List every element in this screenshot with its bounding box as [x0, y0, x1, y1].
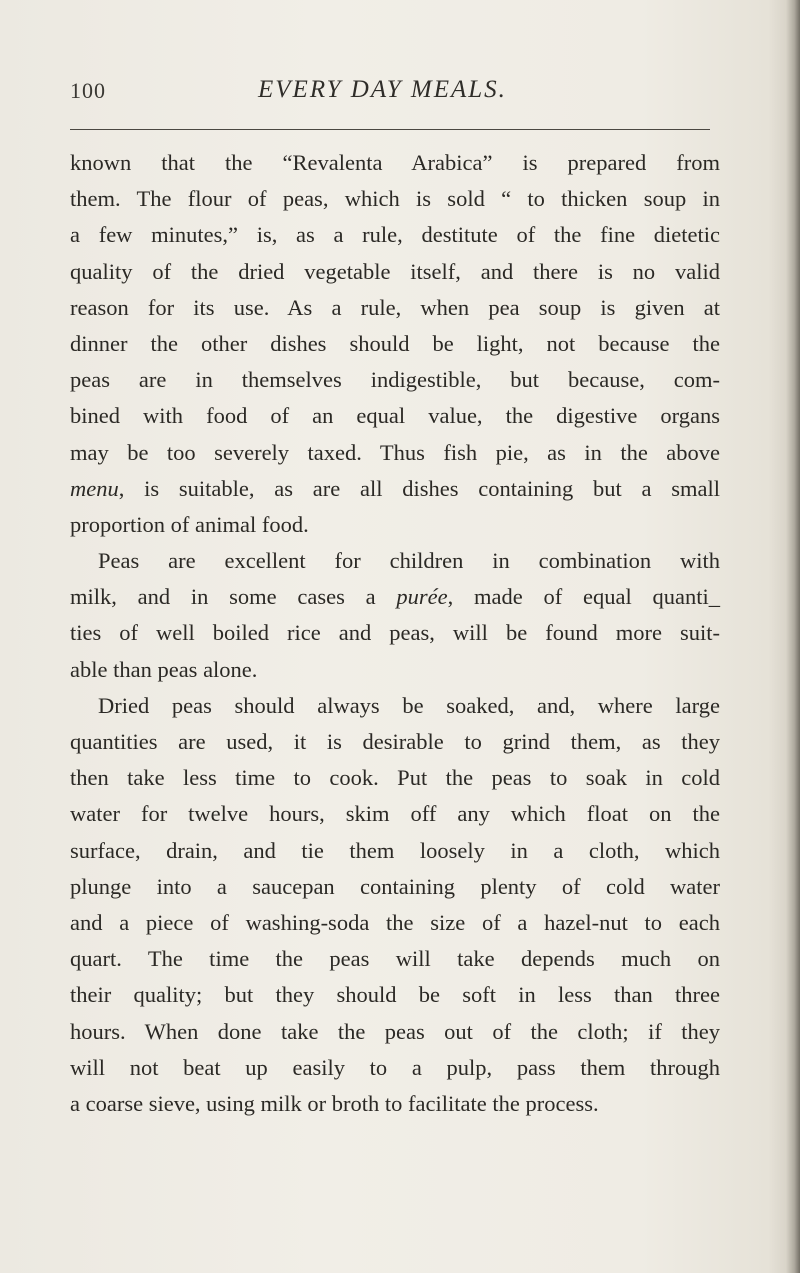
text-line: reason for its use. As a rule, when pea soup is given at — [70, 294, 720, 320]
page-edge-shadow — [786, 0, 800, 1273]
text-line: and a piece of washing-soda the size of a hazel-nut to each — [70, 909, 720, 935]
header-rule — [70, 129, 710, 130]
text-line — [70, 471, 720, 507]
text-line: then take less time to cook. Put the peas to soak in cold — [70, 765, 720, 791]
text-line: dinner the other dishes should be light, not because the — [70, 330, 720, 356]
text-line: surface, drain, and tie them loosely in a cloth, which — [70, 837, 720, 863]
text-line: quality of the dried vegetable itself, and there is no valid — [70, 258, 720, 284]
text-line: proportion of animal food. — [70, 511, 309, 537]
text-line: bined with food of an equal value, the digestive organs — [70, 403, 720, 429]
text-line: a few minutes,” is, as a rule, destitute of the fine dietetic — [70, 222, 720, 248]
italic-word: menu — [70, 475, 119, 501]
running-title: EVERY DAY MEALS. — [258, 76, 507, 103]
body-text — [70, 145, 720, 1122]
text-line — [70, 579, 720, 615]
text-line: Peas are excellent for children in combination with — [98, 548, 720, 574]
text-line: able than peas alone. — [70, 656, 258, 682]
text-line: peas are in themselves indigestible, but because, com- — [70, 367, 720, 393]
page-number: 100 — [70, 78, 106, 103]
text-fragment: milk, and in some cases a — [70, 584, 397, 610]
text-line: plunge into a saucepan containing plenty of cold water — [70, 873, 720, 899]
text-fragment: , made of equal quanti_ — [447, 584, 720, 610]
text-line: their quality; but they should be soft in less than three — [70, 982, 720, 1008]
text-line: known that the “Revalenta Arabica” is prepared from — [70, 150, 720, 175]
text-fragment: , is suitable, as are all dishes containing but a small — [118, 475, 720, 501]
text-line: will not beat up easily to a pulp, pass them through — [70, 1054, 720, 1080]
text-line: may be too severely taxed. Thus fish pie, as in the above — [70, 439, 720, 465]
text-line: quart. The time the peas will take depends much on — [70, 946, 720, 972]
text-line: ties of well boiled rice and peas, will be found more suit- — [70, 620, 720, 646]
italic-word: purée — [396, 584, 448, 610]
page-header — [70, 78, 710, 118]
text-line: them. The flour of peas, which is sold “ to thicken soup in — [70, 186, 720, 212]
text-line: Dried peas should always be soaked, and, where large — [98, 692, 720, 718]
text-line: hours. When done take the peas out of the cloth; if they — [70, 1018, 720, 1044]
text-line: quantities are used, it is desirable to grind them, as they — [70, 729, 720, 754]
text-line: water for twelve hours, skim off any which float on the — [70, 801, 720, 827]
text-line: a coarse sieve, using milk or broth to facilitate the process. — [70, 1090, 599, 1116]
